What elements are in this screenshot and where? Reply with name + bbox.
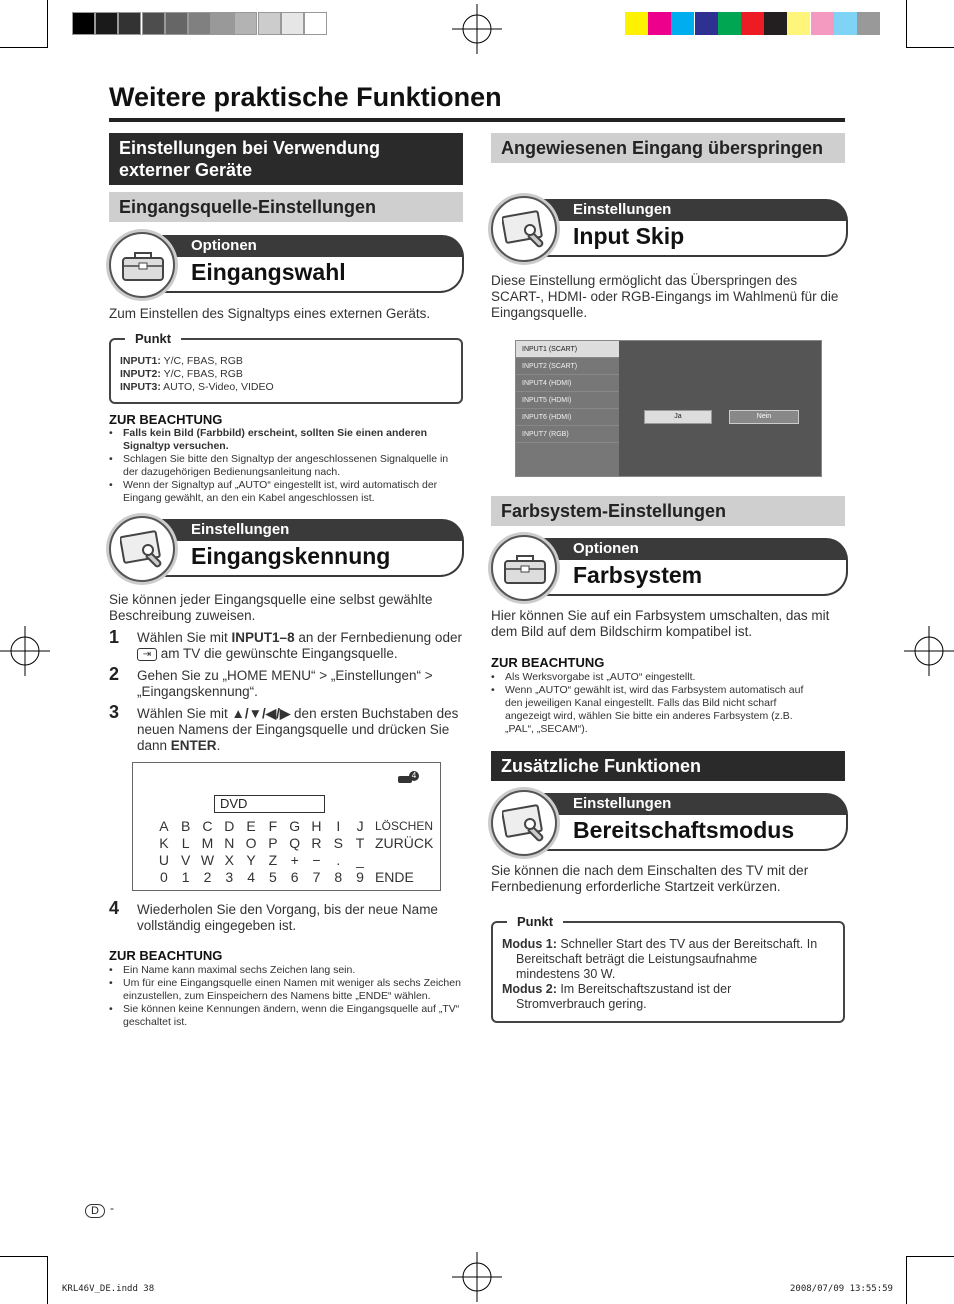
keyboard-key[interactable]: J	[356, 817, 364, 834]
print-timestamp: 2008/07/09 13:55:59	[790, 1284, 893, 1294]
description-bereitschaftsmodus: Sie können die nach dem Einschalten des TV mit der Fernbedienung erforderliche Startzeit verkürzen.	[491, 863, 809, 894]
section-heading-input-skip: Angewiesenen Eingang überspringen	[491, 133, 845, 163]
description-input-skip: Diese Einstellung ermöglicht das Überspringen des SCART-, HDMI- oder RGB-Eingangs im Wahlmenü für die Eingangsquelle.	[491, 273, 839, 320]
note-item: • Falls kein Bild (Farbbild) erscheint, sollten Sie einen anderen Signaltyp versuchen.	[109, 427, 427, 452]
color-swatch	[741, 12, 764, 35]
menu-label: Einstellungen	[191, 521, 290, 538]
color-swatch	[857, 12, 880, 35]
step-number: 2	[109, 664, 120, 684]
registration-mark-icon	[452, 1252, 502, 1302]
note-list-eingangskennung	[109, 964, 464, 1029]
input-list-item[interactable]: INPUT7 (RGB)	[516, 426, 619, 443]
feature-title: Farbsystem	[573, 562, 703, 588]
input-list-item[interactable]: INPUT2 (SCART)	[516, 358, 619, 375]
language-badge: D	[85, 1204, 105, 1218]
keyboard-command[interactable]: ENDE	[374, 868, 414, 885]
entry-screen-icon: 4	[398, 771, 418, 785]
keyboard-key[interactable]: Y	[246, 851, 256, 868]
section-heading-color-system: Farbsystem-Einstellungen	[491, 496, 845, 526]
keyboard-key[interactable]: A	[159, 817, 169, 834]
keyboard-key[interactable]: C	[202, 817, 213, 834]
no-button[interactable]: Nein	[729, 410, 799, 424]
gray-swatch	[188, 12, 211, 35]
keyboard-key[interactable]: 2	[203, 868, 212, 885]
keyboard-key[interactable]: 5	[268, 868, 277, 885]
color-swatch	[787, 12, 810, 35]
file-info: KRL46V_DE.indd 38	[62, 1284, 155, 1294]
keyboard-key[interactable]: T	[355, 834, 365, 851]
menu-label: Einstellungen	[573, 795, 672, 812]
keyboard-key[interactable]: 0	[160, 868, 168, 885]
keyboard-key[interactable]: E	[246, 817, 256, 834]
registration-mark-icon	[904, 626, 954, 676]
punkt-label: Punkt	[507, 914, 563, 929]
keyboard-key[interactable]: G	[289, 817, 301, 834]
description-farbsystem: Hier können Sie auf ein Farbsystem umschalten, das mit dem Bild auf dem Bildschirm kompatibel ist.	[491, 608, 830, 639]
keyboard-key[interactable]: I	[336, 817, 341, 834]
keyboard-key[interactable]: W	[200, 851, 215, 868]
punkt-line: INPUT1: Y/C, FBAS, RGB	[120, 355, 243, 367]
keyboard-key[interactable]: P	[268, 834, 278, 851]
keyboard-key[interactable]: 8	[334, 868, 343, 885]
gray-swatch	[234, 12, 257, 35]
keyboard-key[interactable]: N	[224, 834, 235, 851]
keyboard-key[interactable]: 3	[225, 868, 234, 885]
registration-mark-icon	[452, 4, 502, 54]
note-list-eingangswahl	[109, 427, 464, 505]
keyboard-key[interactable]: _	[356, 851, 364, 868]
section-heading-additional-functions: Zusätzliche Funktionen	[491, 751, 845, 781]
note-item: • Sie können keine Kennungen ändern, wenn die Eingangsquelle auf „TV“ geschaltet ist.	[109, 1003, 460, 1028]
keyboard-key[interactable]: 7	[312, 868, 321, 885]
keyboard-key[interactable]: U	[158, 851, 169, 868]
title-rule	[109, 118, 845, 122]
note-heading: ZUR BEACHTUNG	[109, 412, 223, 427]
description-eingangskennung: Sie können jeder Eingangsquelle eine selbst gewählte Beschreibung zuweisen.	[109, 592, 433, 623]
step-text: Wiederholen Sie den Vorgang, bis der neue Name vollständig eingegeben ist.	[137, 902, 438, 933]
gray-swatch	[211, 12, 234, 35]
toolbox-icon	[109, 232, 175, 298]
input-button-icon: ⇥	[137, 648, 157, 661]
gray-swatch	[304, 12, 327, 35]
keyboard-key[interactable]: L	[181, 834, 190, 851]
feature-title: Eingangswahl	[191, 259, 346, 285]
gray-swatch	[165, 12, 188, 35]
input-list	[516, 341, 619, 476]
input-list-item[interactable]: INPUT4 (HDMI)	[516, 375, 619, 392]
toolbox-icon	[491, 535, 557, 601]
step-text: Wählen Sie mit ▲/▼/◀/▶ den ersten Buchstaben des neuen Namens der Eingangsquelle und drücken Sie dann ENTER.	[137, 706, 459, 753]
keyboard-key[interactable]: −	[312, 851, 321, 868]
character-entry-screen	[132, 762, 441, 891]
gray-swatch	[142, 12, 165, 35]
keyboard-key[interactable]: 4	[247, 868, 255, 885]
keyboard-key[interactable]: K	[159, 834, 169, 851]
keyboard-key[interactable]: 9	[356, 868, 364, 885]
wrench-tv-icon	[491, 196, 557, 262]
color-swatch	[625, 12, 648, 35]
note-item: • Wenn der Signaltyp auf „AUTO“ eingestellt ist, wird automatisch der Eingang gewählt, an den ein Kabel angeschlossen ist.	[109, 479, 438, 504]
keyboard-key[interactable]: V	[181, 851, 191, 868]
banner-bereitschaftsmodus	[491, 790, 848, 856]
punkt-line: INPUT3: AUTO, S-Video, VIDEO	[120, 381, 274, 393]
menu-label: Einstellungen	[573, 201, 672, 218]
wrench-tv-icon	[491, 790, 557, 856]
keyboard-key[interactable]: F	[268, 817, 278, 834]
banner-input-skip	[491, 196, 848, 262]
note-list-farbsystem	[491, 671, 821, 736]
note-item: • Wenn „AUTO“ gewählt ist, wird das Farbsystem automatisch auf den jeweiligen Kanal eingestellt. Falls das Bild nicht scharf angezeigt wird, wählen Sie bitte ein anderes Farbsystem (z.B. „PAL“, „SECAM“).	[491, 684, 804, 735]
step-number: 1	[109, 627, 120, 647]
page-dash: -	[110, 1201, 114, 1215]
input-list-item[interactable]: INPUT1 (SCART)	[516, 341, 619, 358]
step-text: Wählen Sie mit INPUT1–8 an der Fernbedienung oder ⇥ am TV die gewünschte Eingangsquelle.	[137, 630, 462, 661]
gray-swatch	[118, 12, 141, 35]
menu-label: Optionen	[573, 540, 639, 557]
input-list-item[interactable]: INPUT6 (HDMI)	[516, 409, 619, 426]
keyboard-key[interactable]: 6	[290, 868, 299, 885]
step-number: 4	[109, 898, 120, 918]
gray-swatch	[95, 12, 118, 35]
keyboard-key[interactable]: Z	[268, 851, 278, 868]
arrow-keys-icon: ▲/▼/◀/▶	[231, 706, 291, 721]
punkt-line: Modus 1: Schneller Start des TV aus der Bereitschaft. In Bereitschaft beträgt die Leistungsaufnahme mindestens 30 W.	[502, 937, 818, 981]
gray-swatch	[281, 12, 304, 35]
registration-mark-icon	[0, 626, 50, 676]
keyboard-key[interactable]: H	[311, 817, 322, 834]
keyboard-key[interactable]: S	[333, 834, 343, 851]
banner-eingangswahl	[109, 232, 464, 298]
menu-label: Optionen	[191, 237, 257, 254]
keyboard-key[interactable]: R	[311, 834, 322, 851]
keyboard-command[interactable]: LÖSCHEN	[374, 818, 433, 833]
keyboard-key[interactable]: Q	[289, 834, 301, 851]
note-item: • Ein Name kann maximal sechs Zeichen lang sein.	[109, 964, 356, 976]
color-swatch	[671, 12, 694, 35]
subheading-input-source: Eingangsquelle-Einstellungen	[109, 192, 463, 222]
keyboard-key[interactable]: X	[224, 851, 234, 868]
section-heading-external-devices: Einstellungen bei Verwendung externer Geräte	[109, 133, 463, 185]
color-swatch	[648, 12, 671, 35]
step-number: 3	[109, 702, 120, 722]
note-heading: ZUR BEACHTUNG	[109, 948, 223, 963]
step-text: Gehen Sie zu „HOME MENU“ > „Einstellungen“ > „Eingangskennung“.	[137, 668, 433, 699]
yes-button[interactable]: Ja	[644, 410, 712, 424]
feature-title: Bereitschaftsmodus	[573, 817, 795, 843]
keyboard-key[interactable]: M	[201, 834, 214, 851]
color-swatch	[718, 12, 741, 35]
punkt-box-input-types	[109, 331, 463, 404]
color-swatch	[834, 12, 857, 35]
color-swatch	[695, 12, 718, 35]
description-eingangswahl: Zum Einstellen des Signaltyps eines externen Geräts.	[109, 306, 431, 321]
punkt-box-standby-modes	[491, 914, 845, 1023]
keyboard-key[interactable]: B	[181, 817, 191, 834]
punkt-line: Modus 2: Im Bereitschaftszustand ist der Stromverbrauch gering.	[502, 982, 732, 1011]
wrench-tv-icon	[109, 516, 175, 582]
input-list-item[interactable]: INPUT5 (HDMI)	[516, 392, 619, 409]
punkt-line: INPUT2: Y/C, FBAS, RGB	[120, 368, 243, 380]
gray-swatch	[258, 12, 281, 35]
color-swatch	[811, 12, 834, 35]
keyboard-key[interactable]: .	[336, 851, 341, 868]
keyboard-command[interactable]	[371, 851, 433, 868]
punkt-label: Punkt	[125, 331, 181, 346]
feature-title: Input Skip	[573, 223, 685, 249]
color-swatch	[764, 12, 787, 35]
note-heading: ZUR BEACHTUNG	[491, 655, 605, 670]
banner-farbsystem	[491, 535, 848, 601]
banner-eingangskennung	[109, 516, 464, 582]
note-item: • Als Werksvorgabe ist „AUTO“ eingestellt.	[491, 671, 696, 683]
page-title: Weitere praktische Funktionen	[109, 82, 502, 112]
keyboard-key[interactable]: D	[224, 817, 235, 834]
character-grid	[153, 817, 433, 885]
note-item: • Um für eine Eingangsquelle einen Namen mit weniger als sechs Zeichen einzustellen, zum Einspeichern des Namens bitte „ENDE“ wählen.	[109, 977, 461, 1002]
keyboard-key[interactable]: O	[245, 834, 257, 851]
note-item: • Schlagen Sie bitte den Signaltyp der angeschlossenen Signalquelle in der dazugehörigen Bedienungsanleitung nach.	[109, 453, 449, 478]
feature-title: Eingangskennung	[191, 543, 391, 569]
keyboard-key[interactable]: 1	[181, 868, 190, 885]
keyboard-key[interactable]: +	[290, 851, 299, 868]
gray-swatch	[72, 12, 95, 35]
input-skip-screen	[515, 340, 822, 477]
keyboard-command[interactable]: ZURÜCK	[374, 834, 434, 851]
name-input-field[interactable]: DVD	[214, 795, 325, 813]
